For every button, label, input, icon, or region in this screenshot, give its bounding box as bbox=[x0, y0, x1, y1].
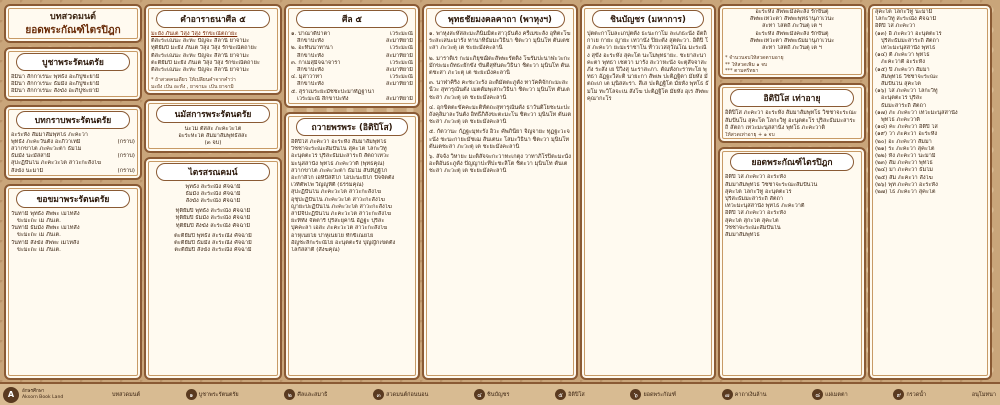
far-right-line: (๒๔) มา ภะคะวา ธัมโม bbox=[875, 167, 933, 174]
itipiso-card bbox=[284, 112, 420, 380]
column-4 bbox=[422, 4, 578, 380]
itipiso-line: สุปะฏิปันโน ภะคะวะโต สาวะกะสังโฆ bbox=[291, 189, 382, 196]
far-right-line: (๒๖) พุท ภะคะวา อะระหัง bbox=[875, 181, 938, 188]
jayamangala-verse: ๑. พาหุงสะหัสสะมะภินิมมิตะสาวุธันตัง ครีเมขะลัง อุทิตะโฆระสะเสนะมารัง ทานาทิธัมมะวิธินา ชิตะวา มุนินโท ตันเตชะสา ภะวะตุ เต ชะยะมังคะลานิ bbox=[429, 31, 571, 52]
worship-line: ธัมมัง นะมัสสามิ (กราบ) bbox=[11, 153, 135, 160]
tripitaka-line: สุคะโต สุกะโต สุคะโต bbox=[725, 217, 779, 224]
footer-nav-item[interactable]: ๒ ศีลและสมาธิ bbox=[284, 389, 327, 400]
itipiso-line: อะกาลิโก เอหิปัสสิโก โอปะนะยิโก ปัจจัตตัง bbox=[291, 175, 395, 182]
precept-row: ๑. ปาณาติปาตา เวระมะณี bbox=[291, 31, 413, 37]
tripitaka-line: อิติปิ โส ภะคะวา อะระหัง bbox=[725, 174, 786, 181]
chinabanchara-text: ปุตตะกาโมละเภปุตตัง ธะนะกาโม ละเภธะนัง อัตถิ กาเย กายะ ญายะ เทวานัง ปิยะตัง สุตตะวา. อิติปิ โส ภะคะวา ยะมะราชาโน ท้าวเวสสุวัณโณ มะระณัง สุขัง อะระหัง สุคะโต นะโมพุทธายะ. ชะยาสะนาคะตา พุทธา เชตวา มารัง สะวาหะนัง จะตุสัจจาสะภัง ระสัง เย ปิวิงสุ นะราสะภา. ตัณหังกะราทะโย พุทธา อัฏฐะวีสะติ นายะกา สัพเพ ปะติฏฐิตา มัยหัง มัตถะเก เต มุนิสสะรา. สีเส ปะติฏฐิโต มัยหัง พุทโธ ธัมโม ทะวิโลจะเน สังโฆ ปะติฏฐิโต มัยหัง อุเร สัพพะคุณากะโร bbox=[587, 31, 709, 102]
precepts-request-heading: คำอาราธนาศีล ๕ bbox=[156, 10, 270, 28]
column-6 bbox=[718, 4, 866, 380]
tripitaka-line: เทวะมะนุสสานัง พุทโธ ภะคะวาติ bbox=[725, 203, 805, 210]
forgive-card bbox=[4, 184, 142, 380]
far-right-line: ปุริสะธัมมะสาระถิ สัตถา bbox=[881, 37, 940, 44]
far-right-line: อะนุตตะโร ปุริสะ bbox=[881, 95, 923, 102]
far-right-line: (๒๐) อะ ภะคะวา สัมมา bbox=[875, 138, 932, 145]
dedication-line: สะทา โสตถี ภะวันตุ เต ฯ bbox=[762, 45, 822, 52]
jayamangala-card bbox=[422, 4, 578, 380]
footer-nav-item[interactable]: ๔ ชินบัญชร bbox=[474, 389, 509, 400]
precepts-request-card bbox=[144, 4, 282, 95]
refuge-line: ธัมมัง สะระณัง คัจฉามิ bbox=[185, 190, 241, 197]
footer-nav-item[interactable]: ๓ สวดมนต์ก่อนนอน bbox=[373, 389, 428, 400]
section-number-badge: ๑ bbox=[186, 389, 197, 400]
jayamangala-heading: พุทธชัยมงคลคาถา (พาหุงฯ) bbox=[435, 10, 566, 28]
namo-tag: (๓ จบ) bbox=[204, 140, 222, 147]
itipiso-line: โลกัสสาติ (สังฆคุณ) bbox=[291, 247, 340, 254]
worship-line: พุทธัง ภะคะวันตัง อะภิวาเทมิ (กราบ) bbox=[11, 138, 135, 145]
itipiso-age-heading: อิติปิโส เท่าอายุ bbox=[730, 89, 853, 107]
footer-nav-item[interactable]: ๘ แผ่เมตตา bbox=[812, 389, 848, 400]
dedication-card bbox=[718, 4, 866, 79]
precepts-request-line: ติสะระเณนะ สะหะ ปัญจะ สีลานิ ยาจามะ bbox=[151, 38, 250, 45]
far-right-line: สัมปันโน สุคะโต bbox=[881, 81, 921, 88]
far-right-line: โลกะวิทู สะระณัง คัจฉามิ bbox=[875, 16, 937, 23]
dedication-line: อะระหัง สัพพะมังคะลัง รักขันตุ bbox=[755, 30, 829, 37]
precept-row: สิกขาปะทัง สะมาทิยามิ bbox=[297, 52, 413, 59]
itipiso-heading: ถวายพรพระ (อิติปิโส) bbox=[296, 118, 408, 136]
precept-row: ๓. กาเมสุมิจฉาจารา เวระมะณี bbox=[291, 59, 413, 66]
column-7 bbox=[868, 4, 992, 380]
precept-row: ๔. มุสาวาทา เวระมะณี bbox=[291, 74, 413, 81]
tripitaka-line: ปุริสะธัมมะสาระถิ สัตถา bbox=[725, 196, 784, 203]
dedication-note: ** ให้สวดเพิ่ม ๑ จบ bbox=[725, 61, 768, 68]
title-line-1: บทสวดมนต์ bbox=[50, 12, 96, 22]
footer-nav-item[interactable]: อนุโมทนา bbox=[971, 391, 996, 398]
far-right-line: (๑๗) ภะ ภะคะวา เทวะมะนุสสานัง bbox=[875, 109, 958, 116]
precepts-request-line: ตะติยัมปิ มะยัง ภันเต วิสุง วิสุง รักขะณัตถายะ bbox=[151, 59, 260, 66]
column-2 bbox=[144, 4, 282, 380]
precepts-request-note: มะยัง เป็น อะหัง , ยาจามะ เป็น ยาจามิ bbox=[151, 83, 234, 90]
precept-row: สิกขาปะทัง สะมาทิยามิ bbox=[297, 81, 413, 88]
footer-nav-item[interactable]: ๕ อิติปิโส bbox=[555, 389, 585, 400]
namo-line: นะโม ตัสสะ ภะคะวะโต bbox=[184, 126, 242, 133]
far-right-line: (๑๘) คะ ภะคะวา อิติปิ โส bbox=[875, 124, 938, 131]
far-right-line: (๒๒) หัง ภะคะวา นะมามิ bbox=[875, 153, 936, 160]
tripitaka-line: สัมมาสัมพุทโธ bbox=[725, 232, 760, 239]
dedication-line: สัพพะเทวะตา สัพพะพุทธานุภาเวนะ bbox=[749, 16, 835, 23]
footer-nav bbox=[112, 389, 1000, 400]
tripitaka-line: วิชชาจะระณะสัมปันโน bbox=[725, 224, 781, 231]
itipiso-line: ยะทิทัง จัตตาริ ปุริสะยุคานิ อัฏฐะ ปุริสะ bbox=[291, 218, 385, 225]
title-card bbox=[4, 4, 142, 43]
jayamangala-verse: ๕. กัตวานะ กัฏฐะมุทะรัง อิวะ คัพภินียา จิญจายะ ทุฏฐะวะจะนัง ชะนะกายะมัชเฌ สันเตนะ โสมะวิธินา ชิตะวา มุนินโท ตันเตชะสา ภะวะตุ เต ชะยะมังคะลานิ bbox=[429, 129, 570, 150]
itipiso-line: อุชุปะฏิปันโน ภะคะวะโต สาวะกะสังโฆ bbox=[291, 196, 385, 203]
section-number-badge: ๒ bbox=[284, 389, 295, 400]
section-number-badge: ๔ bbox=[474, 389, 485, 400]
itipiso-line: ญายะปะฏิปันโน ภะคะวะโต สาวะกะสังโฆ bbox=[291, 203, 392, 210]
namo-heading: นมัสการพระรัตนตรัย bbox=[156, 105, 270, 123]
jayamangala-verse: ๓. นาฬาคิริง คะชะวะรัง อะติมัตตะภูตัง ทาวัคคิจักกะมะสะนีวะ สุทารุณันตัง เมตตัมพุเสกะวิธินา ชิตะวา มุนินโท ตันเตชะสา ภะวะตุ เต ชะยะมังคะลานิ bbox=[429, 80, 570, 101]
forgive-line: ขะมะถะ เม ภันเต. bbox=[17, 218, 61, 225]
far-right-line: (๑๙) วา ภะคะวา อะระหัง bbox=[875, 131, 938, 138]
publisher-logo: A bbox=[3, 387, 19, 403]
tripitaka-line: สัมมาสัมพุทโธ วิชชาจะระณะสัมปันโน bbox=[725, 181, 818, 188]
jayamangala-verse: ๔. อุกขิตตะขัคคะมะติหัตถะสุทารุณันตัง ธาวันติโยชะนะปะถังคุลิมาละวันตัง อิทธีภิสังขะตะมะโน ชิตะวา มุนินโท ตันเตชะสา ภะวะตุ เต ชะยะมังคะลานิ bbox=[429, 104, 572, 126]
refuge-line: ทุติยัมปิ พุทธัง สะระณัง คัจฉามิ bbox=[175, 208, 251, 215]
worship-line: สังฆัง นะมามิ (กราบ) bbox=[11, 167, 135, 174]
precepts-request-note: * ถ้าสวดคนเดียว ให้เปลี่ยนคำจากคำว่า bbox=[151, 77, 236, 84]
precepts-request-line: มะยัง ภันเต วิสุง วิสุง รักขะณัตถายะ bbox=[151, 31, 238, 37]
dedication-note: *** ตามศรัทธา bbox=[725, 68, 759, 75]
precept-row: ๒. อะทินนาทานา เวระมะณี bbox=[291, 45, 413, 52]
refuge-card bbox=[144, 157, 282, 380]
far-right-line: สุคะโต โลกะวิทู นะมามิ bbox=[875, 9, 933, 15]
itipiso-line: อาหุเนยโย ปาหุเนยโย ทักขิเณยโย bbox=[291, 232, 374, 239]
far-right-line: ภะคะวาติ อะระหัง bbox=[881, 59, 925, 66]
precepts-request-line: ติสะระเณนะ สะหะ ปัญจะ สีลานิ ยาจามะ bbox=[151, 52, 250, 59]
chinabanchara-card bbox=[580, 4, 716, 380]
column-1 bbox=[4, 4, 142, 380]
far-right-line: สัมพุทโธ วิชชาจะระณะ bbox=[881, 73, 939, 80]
section-number-badge: ๙ bbox=[893, 389, 904, 400]
worship-card bbox=[4, 105, 142, 180]
buddhaguna-line: อิมินา สักกาเรนะ สังฆัง อะภิปูชะยามิ bbox=[11, 88, 99, 95]
far-right-line: (๒๗) โธ ภะคะวา สุคะโต bbox=[875, 189, 936, 196]
far-right-line: พุทโธ ภะคะวาติ bbox=[881, 117, 920, 124]
title-line-2: ยอดพระกัณฑ์ไตรปิฎก bbox=[25, 25, 121, 36]
far-right-line: (๑๓) อิ ภะคะวา อะนุตตะโร bbox=[875, 30, 942, 37]
worship-line: สุปะฏิปันโน ภะคะวะโต สาวะกะสังโฆ bbox=[11, 160, 102, 167]
section-number-badge: ๖ bbox=[630, 389, 641, 400]
refuge-line: พุทธัง สะระณัง คัจฉามิ bbox=[185, 183, 241, 190]
precepts-request-line: ทุติยัมปิ มะยัง ภันเต วิสุง วิสุง รักขะณัตถายะ bbox=[151, 45, 257, 52]
dedication-line: อะระหัง สัพพะมังคะลัง รักขันตุ bbox=[755, 9, 829, 15]
itipiso-line: อัญชะลีกะระณีโย อะนุตตะรัง ปุญญักเขตตัง bbox=[291, 239, 396, 246]
refuge-line: สังฆัง สะระณัง คัจฉามิ bbox=[185, 198, 241, 205]
worship-heading: บทกราบพระรัตนตรัย bbox=[16, 111, 130, 129]
itipiso-line: มะนุสสานัง พุทโธ ภะคะวาติ (พุทธคุณ) bbox=[291, 160, 385, 167]
footer-nav-item[interactable]: ๑ บูชาพระรัตนตรัย bbox=[186, 389, 239, 400]
publisher-name-en: Aksorn Book Land bbox=[22, 394, 64, 400]
refuge-heading: ไตรสรณคมน์ bbox=[156, 163, 270, 181]
buddhaguna-card bbox=[4, 47, 142, 101]
buddhaguna-line: อิมินา สักกาเรนะ ธัมมัง อะภิปูชะยามิ bbox=[11, 81, 100, 88]
itipiso-line: สามีจิปะฏิปันโน ภะคะวะโต สาวะกะสังโฆ bbox=[291, 211, 392, 218]
publisher-name: อักษรศึกษา bbox=[22, 388, 45, 394]
tripitaka-line: อิติปิ โส ภะคะวา อะระหัง bbox=[725, 210, 786, 217]
far-right-line: (๑๔) ติ ภะคะวา พุทโธ bbox=[875, 52, 930, 59]
itipiso-age-note: ให้สวดเท่าอายุ + ๑ จบ bbox=[725, 132, 775, 139]
footer-bar bbox=[0, 382, 1000, 405]
namo-card bbox=[144, 99, 282, 153]
far-right-card bbox=[868, 4, 992, 380]
precept-row: สิกขาปะทัง สะมาทิยามิ bbox=[297, 38, 413, 45]
worship-line: อะระหัง สัมมาสัมพุทโธ ภะคะวา bbox=[11, 131, 88, 138]
far-right-line: (๒๓) สัม ภะคะวา พุทโธ bbox=[875, 160, 933, 167]
far-right-line: อิติปิ โส ภะคะวา bbox=[875, 23, 916, 30]
refuge-line: ตะติยัมปิ ธัมมัง สะระณัง คัจฉามิ bbox=[174, 240, 252, 247]
forgive-line: วันทามิ พุทธัง สัพพะ เมโทสัง bbox=[11, 210, 80, 217]
forgive-line: ขะมะถะ เม ภันเต. bbox=[17, 232, 61, 239]
jayamangala-verse: ๒. มาราติเร กะมะภิยุชฌิตะสัพพะรัตติง โฆรัมปะนาฬะวะกะมักขะมะถัทธะยักขัง ขันตีสุทันตะวิธินา ชิตะวา มุนินโท ตันเตชะสา ภะวะตุ เต ชะยะมังคะลานิ bbox=[429, 55, 571, 77]
itipiso-line: วิชชาจะระณะสัมปันโน สุคะโต โลกะวิทู bbox=[291, 146, 387, 153]
forgive-line: ขะมะถะ เม ภันเต. bbox=[17, 246, 61, 253]
forgive-line: วันทามิ ธัมมัง สัพพะ เมโทสัง bbox=[11, 225, 80, 232]
itipiso-line: อิติปิโส ภะคะวา อะระหัง สัมมาสัมพุทโธ bbox=[291, 139, 387, 146]
chinabanchara-heading: ชินบัญชร (มหาการ) bbox=[592, 10, 704, 28]
tripitaka-line: สุคะโต โลกะวิทู อะนุตตะโร bbox=[725, 188, 792, 195]
dedication-note: * จำนวนจบให้สวดตามอายุ bbox=[725, 55, 784, 62]
far-right-line: (๑๕) ปิ ภะคะวา สัมมา bbox=[875, 66, 930, 73]
dedication-line: สะทา โสตถี ภะวันตุ เต ฯ bbox=[762, 23, 822, 30]
refuge-line: ทุติยัมปิ สังฆัง สะระณัง คัจฉามิ bbox=[175, 222, 251, 229]
buddhaguna-line: อิมินา สักกาเรนะ พุทธัง อะภิปูชะยามิ bbox=[11, 74, 100, 80]
far-right-line: เทวะมะนุสสานัง พุทโธ bbox=[881, 45, 936, 52]
footer-nav-item[interactable]: บทสวดมนต์ bbox=[112, 391, 141, 398]
precept-row: สิกขาปะทัง สะมาทิยามิ bbox=[297, 67, 413, 74]
forgive-line: วันทามิ สังฆัง สัพพะ เมโทสัง bbox=[11, 239, 80, 246]
jayamangala-verse: ๖. สัจจัง วิหายะ มะติสัจจะกะวาทะเกตุง วาทาภิโรปิตะมะนัง อะติอันธะภูตัง ปัญญาปะทีปะชะลิโต ชิตะวา มุนินโท ตันเตชะสา ภะวะตุ เต ชะยะมังคะลานิ bbox=[429, 154, 571, 175]
column-5 bbox=[580, 4, 716, 380]
section-number-badge: ๓ bbox=[373, 389, 384, 400]
content-grid bbox=[4, 4, 996, 380]
column-3 bbox=[284, 4, 420, 380]
far-right-line: (๒๕) สัม ภะคะวา สังโฆ bbox=[875, 174, 933, 181]
tripitaka-heading: ยอดพระกัณฑ์ไตรปิฎก bbox=[730, 153, 853, 171]
itipiso-line: ปุคคะลา เอสะ ภะคะวะโต สาวะกะสังโฆ bbox=[291, 225, 388, 232]
five-precepts-heading: ศีล ๕ bbox=[296, 10, 408, 28]
refuge-line: ตะติยัมปิ สังฆัง สะระณัง คัจฉามิ bbox=[174, 247, 252, 254]
footer-nav-item[interactable]: ๗ คาถาเงินล้าน bbox=[722, 389, 767, 400]
refuge-line: ทุติยัมปิ ธัมมัง สะระณัง คัจฉามิ bbox=[175, 215, 251, 222]
publisher-block bbox=[0, 387, 112, 403]
precept-row: เวระมะณี สิกขาปะทัง สะมาทิยามิ bbox=[297, 95, 413, 102]
precept-row: ๕. สุราเมระยะมัชชะปะมาทัฏฐานา bbox=[291, 88, 375, 95]
dedication-line: สัพพะเทวะตา สัพพะธัมมานุภาเวนะ bbox=[749, 37, 835, 44]
far-right-line: (๑๖) โส ภะคะวา โลกะวิทู bbox=[875, 88, 938, 95]
refuge-line: ตะติยัมปิ พุทธัง สะระณัง คัจฉามิ bbox=[174, 232, 252, 239]
itipiso-line: เวทิตัพโพ วิญญูหีติ (ธรรมคุณ) bbox=[291, 182, 364, 189]
precepts-request-line: ติสะระเณนะ สะหะ ปัญจะ สีลานิ ยาจามะ bbox=[151, 67, 250, 74]
section-number-badge: ๗ bbox=[722, 389, 733, 400]
far-right-line: ธัมมะสาระถิ สัตถา bbox=[881, 102, 927, 109]
namo-line: อะระหะโต สัมมาสัมพุทธัสสะ bbox=[178, 133, 248, 140]
footer-nav-item[interactable]: ๖ ยอดพระกัณฑ์ bbox=[630, 389, 676, 400]
itipiso-line: สวากขาโต ภะคะวะตา ธัมโม สันทิฏฐิโก bbox=[291, 167, 388, 174]
section-number-badge: ๕ bbox=[555, 389, 566, 400]
tripitaka-card bbox=[718, 147, 866, 380]
itipiso-age-card bbox=[718, 83, 866, 143]
itipiso-age-text: อิติปิโส ภะคะวา อะระหัง สัมมาสัมพุทโธ วิชชาจะระณะสัมปันโน สุคะโต โลกะวิทู อะนุตตะโร ปุริสะธัมมะสาระถิ สัตถา เทวะมะนุสสานัง พุทโธ ภะคะวาติ bbox=[725, 110, 857, 131]
forgive-heading: ขอขมาพระรัตนตรัย bbox=[16, 190, 130, 208]
far-right-line: (๒๑) ระ ภะคะวา สุคะโต bbox=[875, 145, 935, 152]
worship-line: สวากขาโต ภะคะวะตา ธัมโม bbox=[11, 146, 82, 153]
five-precepts-card bbox=[284, 4, 420, 108]
buddhaguna-heading: บูชาพระรัตนตรัย bbox=[16, 53, 130, 71]
section-number-badge: ๘ bbox=[812, 389, 823, 400]
footer-nav-item[interactable]: ๙ กรวดน้ำ bbox=[893, 389, 926, 400]
itipiso-line: อะนุตตะโร ปุริสะธัมมะสาระถิ สัตถาเทวะ bbox=[291, 153, 390, 160]
